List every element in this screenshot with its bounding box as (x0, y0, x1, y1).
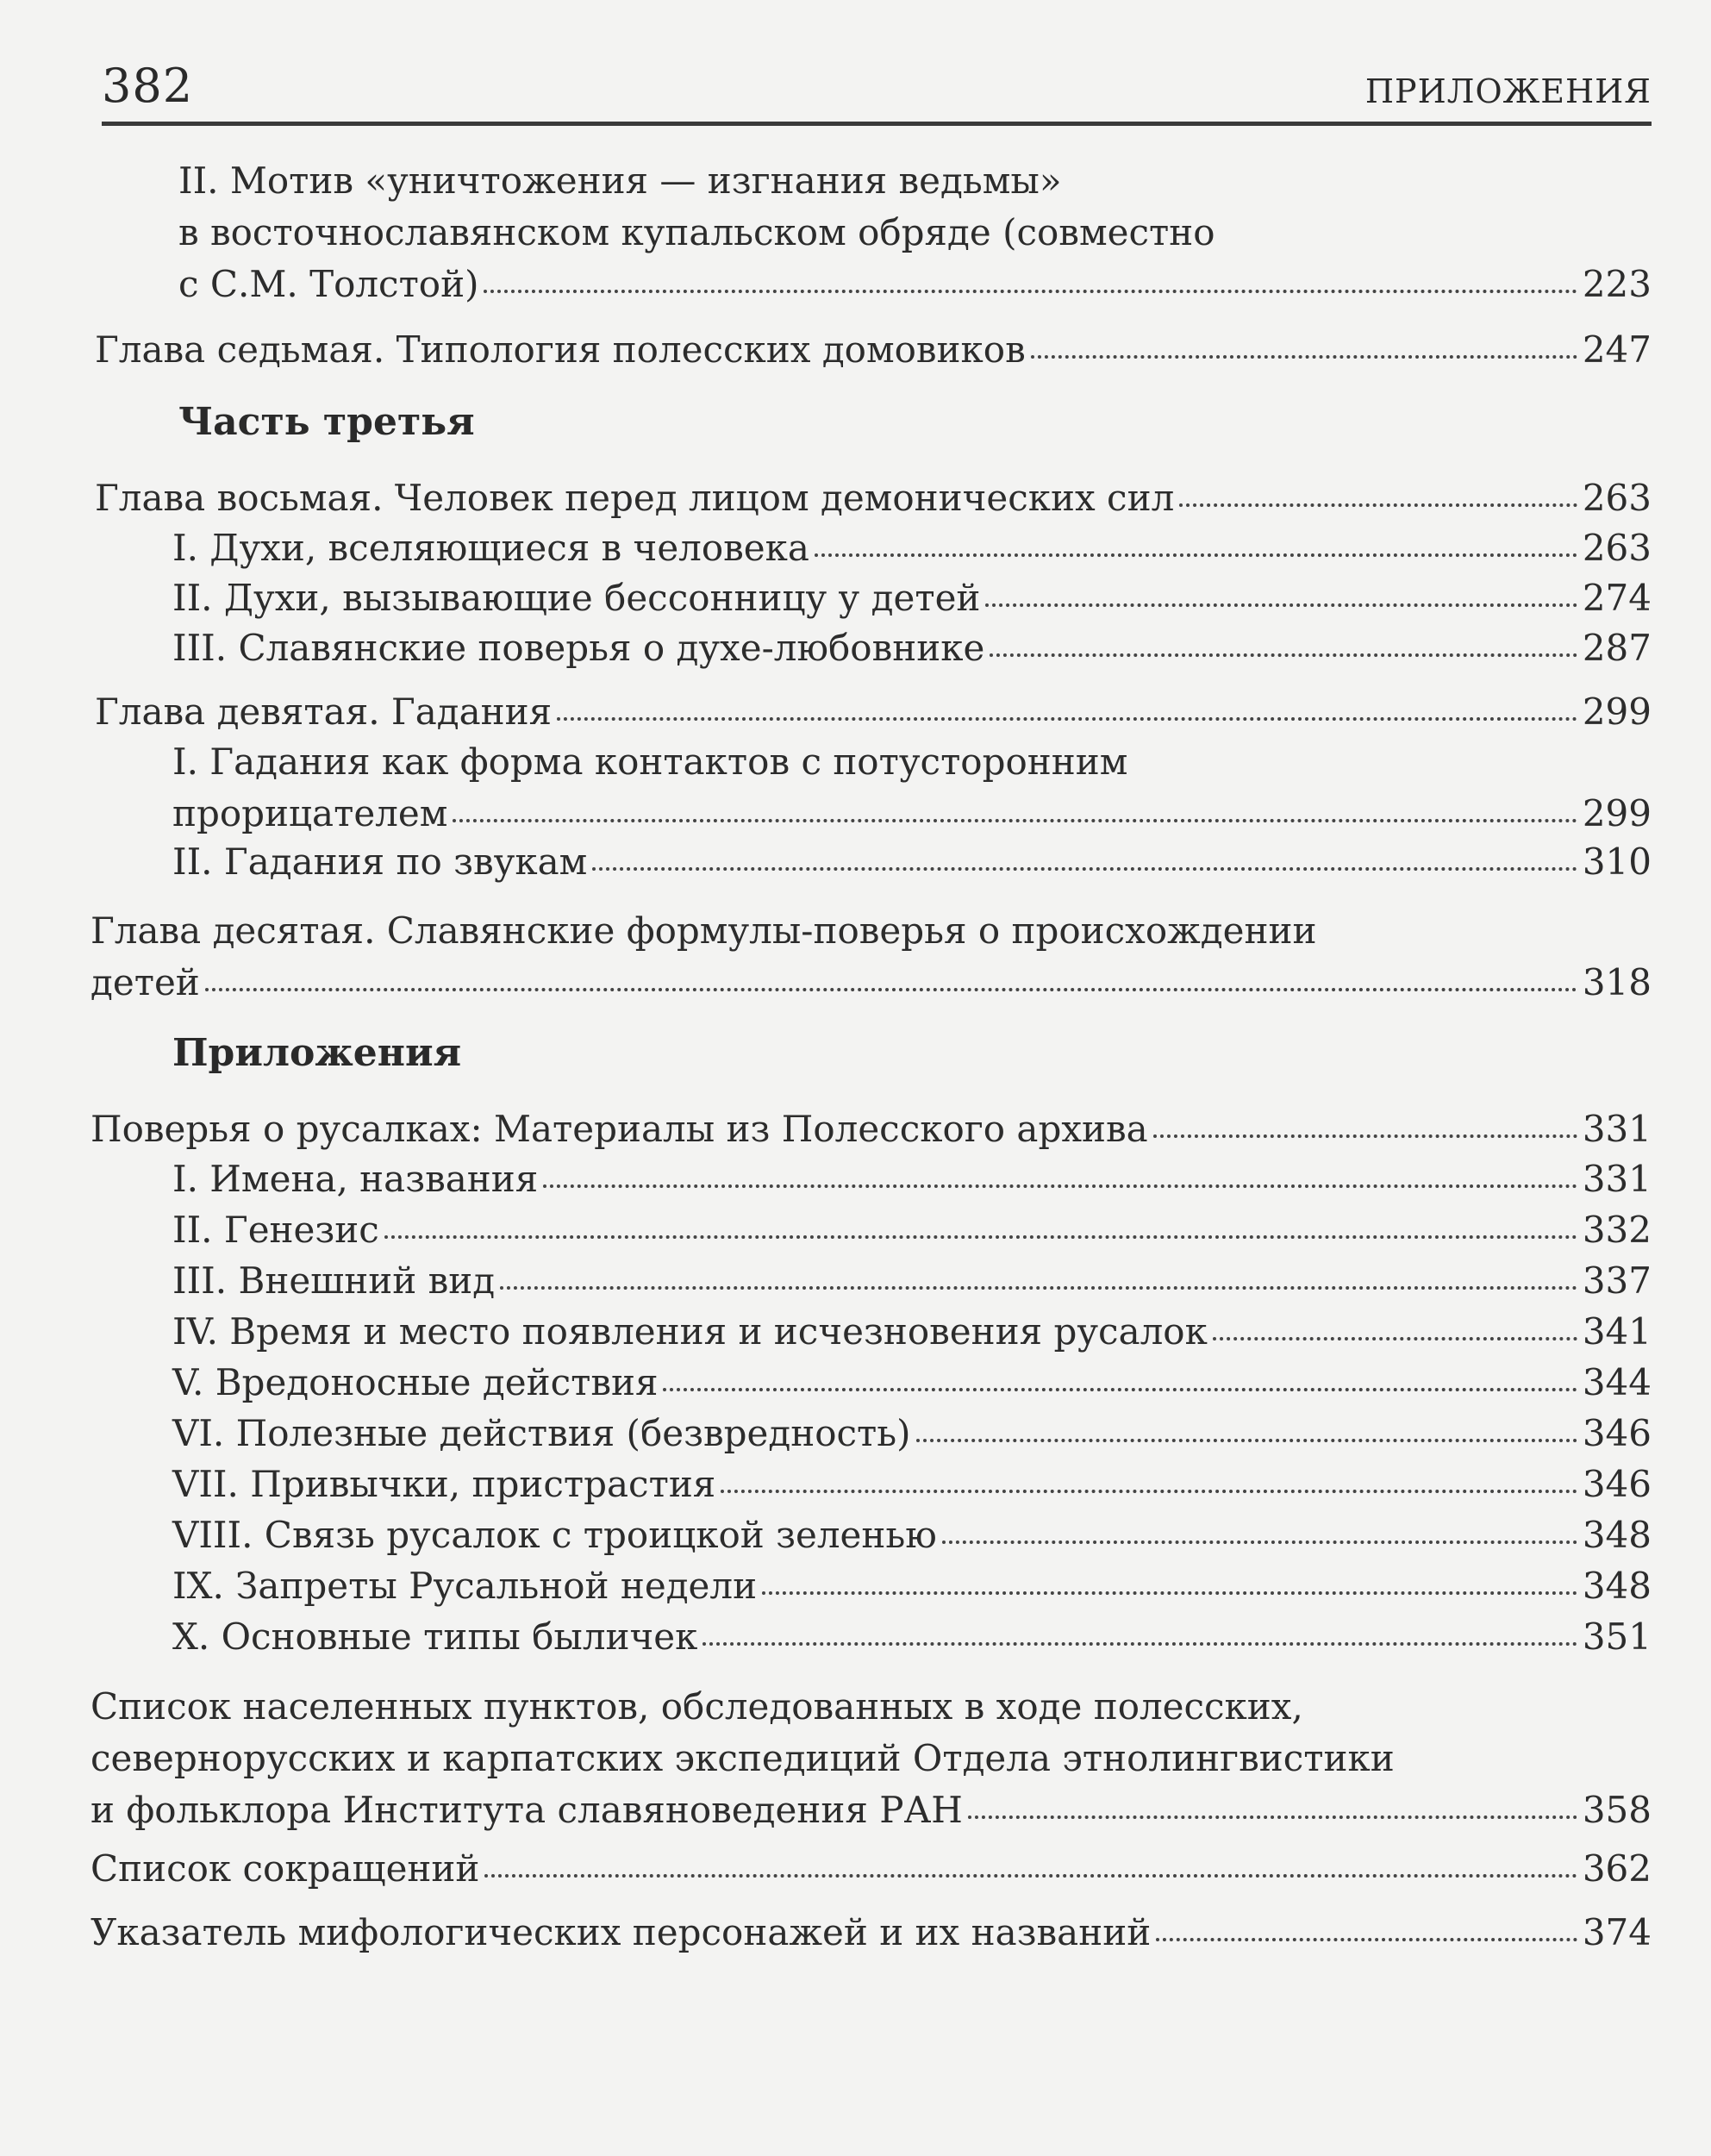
leader-dots (721, 1490, 1577, 1493)
page-number: 382 (102, 59, 194, 113)
leader-dots (815, 553, 1577, 557)
toc-page-number: 341 (1582, 1310, 1652, 1353)
page-header (102, 52, 1652, 121)
leader-dots (942, 1540, 1577, 1544)
toc-entry[interactable]: II. Духи, вызывающие бессонницу у детей 274 (172, 572, 1652, 624)
leader-dots (1031, 355, 1577, 359)
toc-entry[interactable]: V. Вредоносные действия 344 (172, 1357, 1652, 1409)
toc-page-number: 358 (1582, 1789, 1652, 1831)
part-heading: Приложения (172, 1031, 462, 1075)
leader-dots (453, 819, 1577, 822)
toc-page-number: 346 (1582, 1463, 1652, 1505)
toc-page-number: 348 (1582, 1514, 1652, 1556)
toc-entry[interactable]: I. Духи, вселяющиеся в человека 263 (172, 522, 1652, 574)
toc-page-number: 374 (1582, 1911, 1652, 1953)
toc-page-number: 331 (1582, 1158, 1652, 1200)
leader-dots (1179, 503, 1577, 507)
toc-page-number: 331 (1582, 1108, 1652, 1150)
leader-dots (968, 1815, 1577, 1819)
toc-page-number: 344 (1582, 1361, 1652, 1403)
toc-page-number: 223 (1582, 263, 1652, 305)
toc-entry[interactable]: I. Гадания как форма контактов с потусторонним прорицателем 299 (172, 736, 1652, 840)
toc-entry[interactable]: III. Славянские поверья о духе-любовнике 287 (172, 622, 1652, 674)
toc-page-number: 310 (1582, 841, 1652, 883)
leader-dots (484, 290, 1577, 293)
toc-entry[interactable]: Список сокращений 362 (91, 1843, 1652, 1895)
toc-entry[interactable]: Поверья о русалках: Материалы из Полесского архива 331 (91, 1103, 1652, 1155)
toc-entry[interactable]: II. Генезис 332 (172, 1204, 1652, 1256)
leader-dots (985, 603, 1577, 607)
toc-page-number: 274 (1582, 577, 1652, 619)
toc-entry[interactable]: III. Внешний вид 337 (172, 1255, 1652, 1307)
toc-entry[interactable]: Глава седьмая. Типология полесских домовиков 247 (95, 324, 1652, 376)
leader-dots (1153, 1134, 1577, 1138)
leader-dots (916, 1439, 1577, 1442)
part-heading: Часть третья (178, 400, 475, 444)
toc-entry[interactable]: Указатель мифологических персонажей и их названий 374 (91, 1907, 1652, 1959)
toc-page-number: 263 (1582, 527, 1652, 569)
leader-dots (205, 988, 1577, 991)
toc-page-number: 263 (1582, 477, 1652, 519)
toc-page-number: 346 (1582, 1412, 1652, 1454)
toc-entry[interactable]: VII. Привычки, пристрастия 346 (172, 1459, 1652, 1510)
toc-page-number: 299 (1582, 792, 1652, 834)
leader-dots (703, 1642, 1577, 1646)
leader-dots (990, 653, 1577, 657)
toc-page-number: 351 (1582, 1615, 1652, 1658)
toc-entry[interactable]: IV. Время и место появления и исчезновения русалок 341 (172, 1306, 1652, 1358)
leader-dots (663, 1388, 1577, 1391)
toc-page-number: 318 (1582, 961, 1652, 1003)
leader-dots (1213, 1337, 1577, 1340)
running-head: ПРИЛОЖЕНИЯ (1364, 72, 1652, 110)
toc-entry[interactable]: Глава восьмая. Человек перед лицом демонических сил 263 (95, 472, 1652, 524)
leader-dots (762, 1591, 1577, 1595)
toc-entry[interactable]: VIII. Связь русалок с троицкой зеленью 348 (172, 1509, 1652, 1561)
toc-page-number: 332 (1582, 1209, 1652, 1251)
toc-entry[interactable]: II. Мотив «уничтожения — изгнания ведьмы» в восточнославянском купальском обряде (совместно с С.М. Толстой) 223 (178, 155, 1652, 310)
leader-dots (592, 867, 1577, 871)
toc-entry[interactable]: VI. Полезные действия (безвредность) 346 (172, 1408, 1652, 1459)
leader-dots (557, 717, 1577, 721)
toc-page-number: 287 (1582, 627, 1652, 669)
toc-entry[interactable]: I. Имена, названия 331 (172, 1153, 1652, 1205)
toc-page-number: 247 (1582, 328, 1652, 371)
toc-entry[interactable]: Глава девятая. Гадания 299 (95, 686, 1652, 738)
leader-dots (1156, 1938, 1577, 1941)
toc-entry[interactable]: X. Основные типы быличек 351 (172, 1611, 1652, 1663)
toc-page-number: 299 (1582, 691, 1652, 733)
toc-entry[interactable]: Глава десятая. Славянские формулы-поверья о происхождении детей 318 (91, 905, 1652, 1009)
toc-page-number: 362 (1582, 1847, 1652, 1890)
toc-entry[interactable]: Список населенных пунктов, обследованных в ходе полесских, севернорусских и карпатских экспедиций Отдела этнолингвистики и фольклора Института славяноведения РАН 358 (91, 1681, 1652, 1836)
leader-dots (384, 1235, 1577, 1239)
leader-dots (543, 1184, 1577, 1188)
toc-entry[interactable]: II. Гадания по звукам 310 (172, 836, 1652, 888)
toc-page-number: 348 (1582, 1565, 1652, 1607)
toc-page-number: 337 (1582, 1259, 1652, 1302)
leader-dots (484, 1874, 1577, 1878)
header-rule (102, 122, 1652, 126)
toc-entry[interactable]: IX. Запреты Русальной недели 348 (172, 1560, 1652, 1612)
leader-dots (500, 1286, 1577, 1290)
